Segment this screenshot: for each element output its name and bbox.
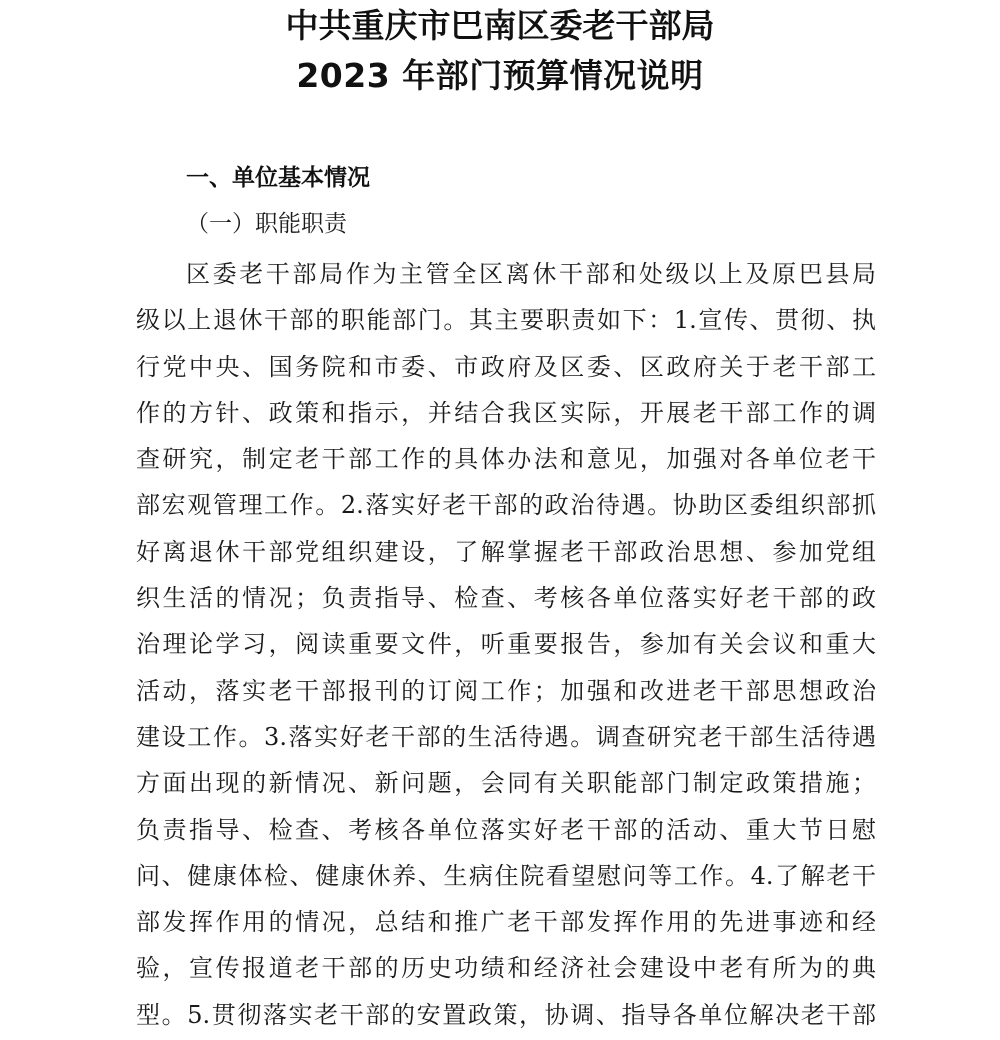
document-title-line-1: 中共重庆市巴南区委老干部局 (285, 6, 715, 45)
section-heading: 一、单位基本情况 (186, 165, 370, 191)
body-line: 型。5.贯彻落实老干部的安置政策，协调、指导各单位解决老干部 (136, 1000, 876, 1029)
subsection-heading: （一）职能职责 (186, 211, 347, 237)
body-line: 方面出现的新情况、新问题，会同有关职能部门制定政策措施； (136, 769, 876, 798)
body-line: 织生活的情况；负责指导、检查、考核各单位落实好老干部的政 (136, 584, 876, 613)
body-line: 活动，落实老干部报刊的订阅工作；加强和改进老干部思想政治 (136, 676, 876, 705)
body-line: 部发挥作用的情况，总结和推广老干部发挥作用的先进事迹和经 (136, 908, 876, 937)
body-line: 部宏观管理工作。2.落实好老干部的政治待遇。协助区委组织部抓 (136, 491, 876, 520)
body-paragraph (136, 251, 876, 1038)
body-line: 行党中央、国务院和市委、市政府及区委、区政府关于老干部工 (136, 352, 876, 381)
body-line: 区委老干部局作为主管全区离休干部和处级以上及原巴县局 (186, 260, 876, 288)
body-line: 问、健康体检、健康休养、生病住院看望慰问等工作。4.了解老干 (136, 861, 876, 890)
body-line: 好离退休干部党组织建设，了解掌握老干部政治思想、参加党组 (136, 537, 876, 566)
body-line: 作的方针、政策和指示，并结合我区实际，开展老干部工作的调 (136, 398, 876, 427)
body-line: 验，宣传报道老干部的历史功绩和经济社会建设中老有所为的典 (136, 954, 876, 983)
body-line: 负责指导、检查、考核各单位落实好老干部的活动、重大节日慰 (136, 815, 876, 844)
body-line: 治理论学习，阅读重要文件，听重要报告，参加有关会议和重大 (136, 630, 876, 659)
body-line: 查研究，制定老干部工作的具体办法和意见，加强对各单位老干 (136, 445, 876, 474)
body-line: 建设工作。3.落实好老干部的生活待遇。调查研究老干部生活待遇 (136, 722, 876, 751)
body-line: 级以上退休干部的职能部门。其主要职责如下：1.宣传、贯彻、执 (136, 306, 876, 335)
document-title-line-2: 2023 年部门预算情况说明 (296, 56, 704, 95)
